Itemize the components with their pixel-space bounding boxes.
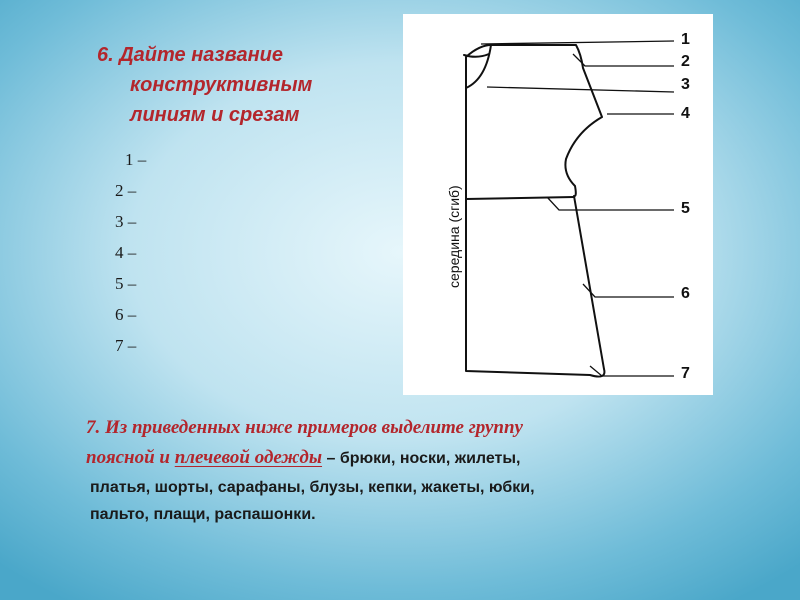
- answer-3: 3 –: [115, 212, 137, 231]
- question-7-line-2: [86, 443, 726, 474]
- answer-6: 6 –: [115, 305, 137, 324]
- answer-7: 7 –: [115, 336, 137, 355]
- question-7-line-1: 7. Из приведенных ниже примеров выделите группу: [86, 417, 523, 438]
- callout-2: 2: [681, 53, 690, 70]
- question-7: [86, 413, 726, 528]
- leader-6: [583, 284, 674, 297]
- answer-4: 4 –: [115, 243, 137, 262]
- question-6-line-1: 6. Дайте название: [97, 44, 283, 66]
- callout-5: 5: [681, 200, 690, 217]
- leader-2: [573, 54, 674, 66]
- fold-label: середина (сгиб): [446, 185, 462, 288]
- neckline: [466, 45, 491, 88]
- leader-1: [481, 41, 674, 44]
- callout-6: 6: [681, 285, 690, 302]
- question-6-line-3: линиям и срезам: [130, 104, 300, 126]
- waist-line: [466, 197, 574, 199]
- question-6-line-2: конструктивным: [130, 74, 313, 96]
- answer-1: 1 –: [125, 150, 147, 169]
- garment-pattern-figure: [403, 14, 713, 395]
- leader-5: [547, 197, 674, 210]
- question-7-red-text: поясной и: [86, 447, 175, 468]
- pattern-drawing: [403, 14, 713, 395]
- answer-5: 5 –: [115, 274, 137, 293]
- question-7-red-underlined: плечевой одежды: [174, 447, 323, 468]
- question-7-list-start: – брюки, носки, жилеты,: [322, 450, 521, 467]
- callout-3: 3: [681, 76, 690, 93]
- question-7-line-3: платья, шорты, сарафаны, блузы, кепки, жакеты, юбки,: [90, 479, 535, 496]
- callout-1: 1: [681, 31, 690, 48]
- callout-4: 4: [681, 105, 690, 122]
- answer-list: [115, 144, 195, 361]
- pattern-outline: [466, 45, 604, 377]
- leader-3: [487, 87, 674, 92]
- question-6-title: [97, 40, 397, 130]
- callout-7: 7: [681, 365, 690, 382]
- answer-2: 2 –: [115, 181, 137, 200]
- question-7-line-4: пальто, плащи, распашонки.: [90, 506, 316, 523]
